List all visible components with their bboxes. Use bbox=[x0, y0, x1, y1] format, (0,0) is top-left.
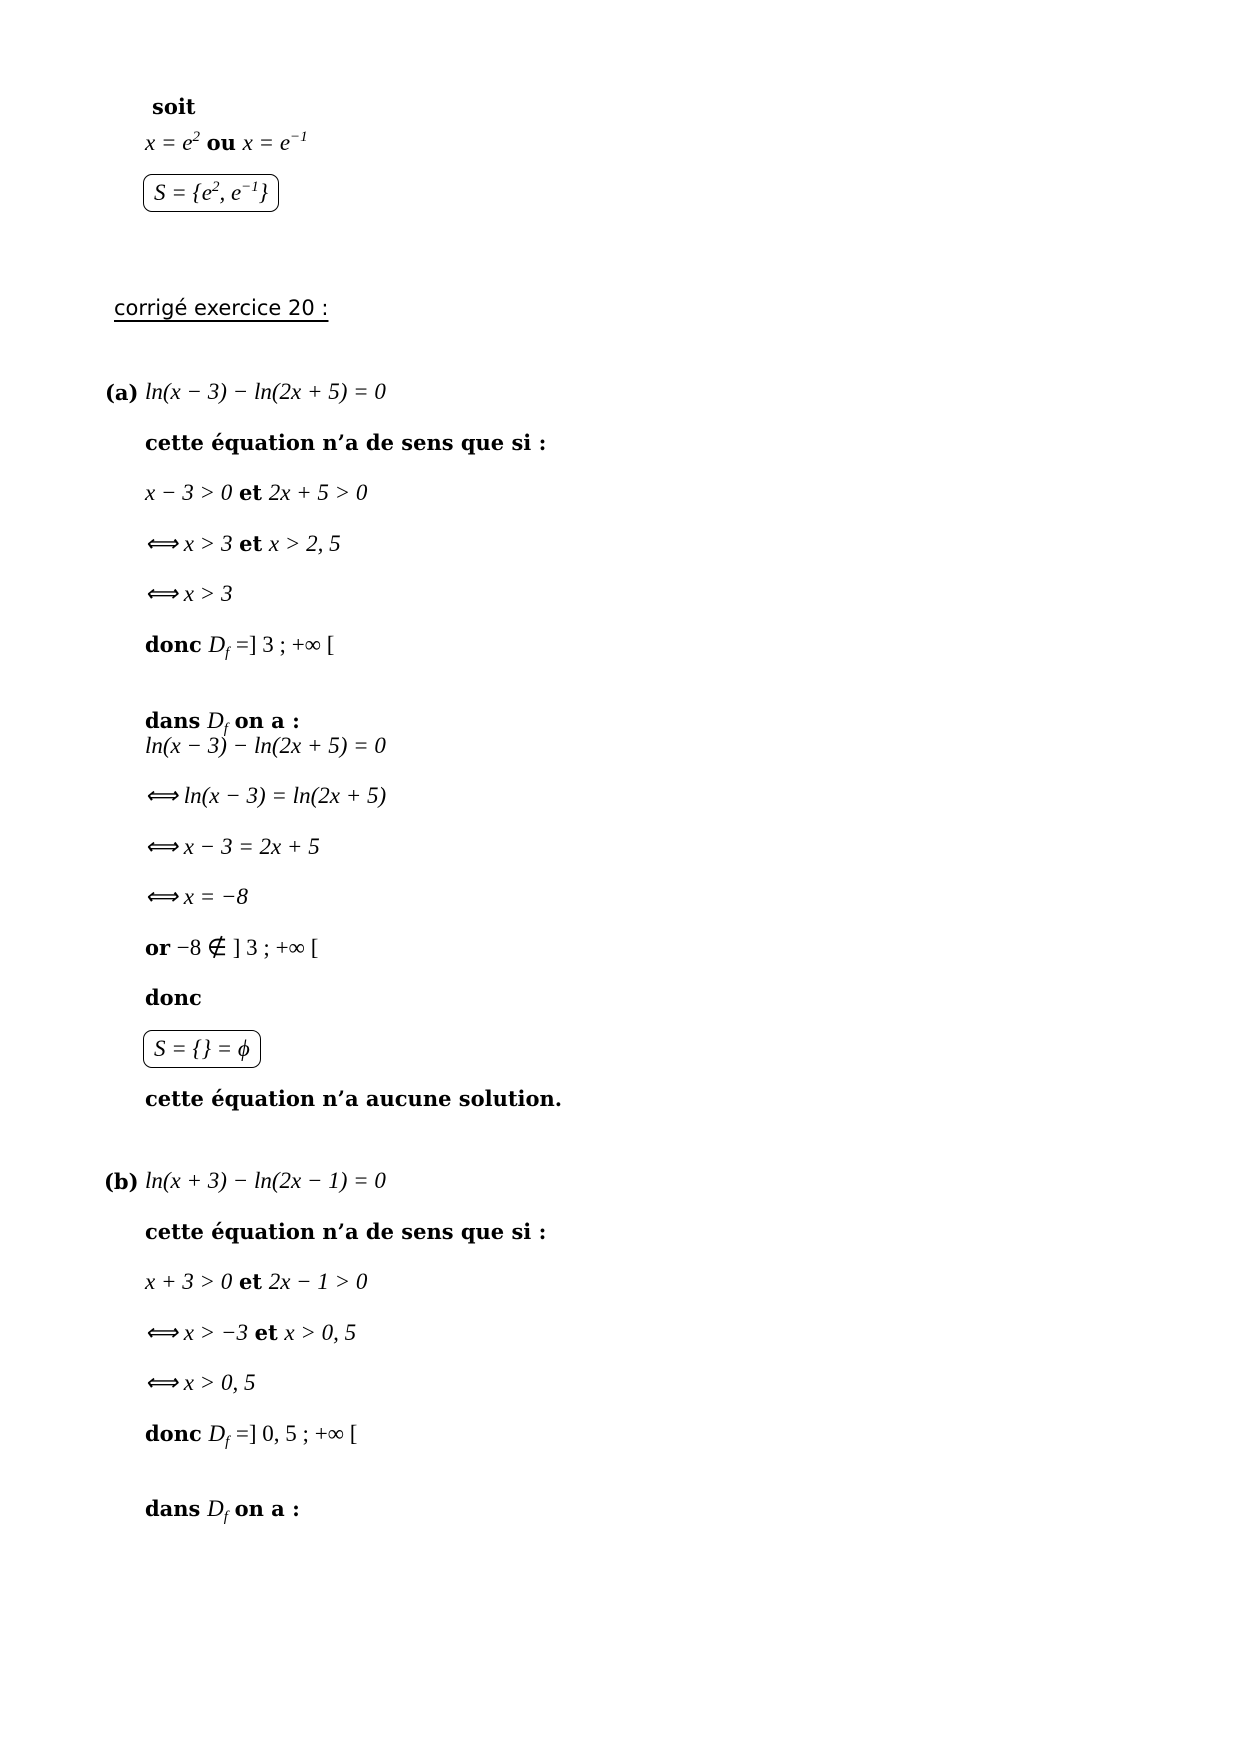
part-a-domain-intro: cette équation n’a de sens que si : bbox=[145, 430, 547, 455]
part-b-label: (b) bbox=[104, 1169, 139, 1194]
part-a-label: (a) bbox=[105, 380, 139, 405]
part-a-step-1: ln(x − 3) − ln(2x + 5) = 0 bbox=[145, 733, 386, 758]
part-b-domain-intro: cette équation n’a de sens que si : bbox=[145, 1219, 547, 1244]
solutions-line bbox=[145, 130, 308, 156]
part-a-step-3: ⟺ x − 3 = 2x + 5 bbox=[145, 834, 320, 859]
exercise-heading: corrigé exercice 20 : bbox=[114, 296, 329, 320]
part-b-equation: ln(x + 3) − ln(2x − 1) = 0 bbox=[145, 1168, 386, 1193]
part-a-condition-1: x − 3 > 0 et 2x + 5 > 0 bbox=[145, 480, 368, 505]
part-a-donc: donc bbox=[145, 985, 202, 1010]
part-a-not-in-domain: or −8 ∉ ] 3 ; +∞ [ bbox=[145, 935, 319, 960]
part-b-domain: donc $D_f$ =] 0, 5 ; +∞ [ bbox=[145, 1421, 358, 1450]
part-a-domain: donc $D_f$ =] 3 ; +∞ [ bbox=[145, 632, 335, 661]
ou-text: ou bbox=[206, 130, 236, 155]
part-b-in-domain: dans $D_f$ on a : bbox=[145, 1496, 300, 1525]
part-a-equation: ln(x − 3) − ln(2x + 5) = 0 bbox=[145, 379, 386, 404]
solution-x1: $x = e^2$ bbox=[145, 129, 200, 155]
part-a-conclusion: cette équation n’a aucune solution. bbox=[145, 1086, 563, 1111]
part-a-boxed-solution: S = {} = ϕ bbox=[143, 1030, 261, 1068]
boxed-solution-set-top: $S = \{e^2$, $e^{-1}$} bbox=[143, 174, 279, 212]
soit-text: soit bbox=[152, 94, 196, 119]
part-a-step-4: ⟺ x = −8 bbox=[145, 884, 248, 909]
part-b-condition-3: ⟺ x > 0, 5 bbox=[145, 1370, 256, 1395]
solution-x2: $x = e^{-1}$ bbox=[242, 129, 308, 155]
part-a-in-domain: dans $D_f$ on a : bbox=[145, 708, 300, 737]
part-b-condition-2: ⟺ x > −3 et x > 0, 5 bbox=[145, 1320, 357, 1345]
part-b-condition-1: x + 3 > 0 et 2x − 1 > 0 bbox=[145, 1269, 368, 1294]
part-a-condition-2: ⟺ x > 3 et x > 2, 5 bbox=[145, 531, 341, 556]
part-a-condition-3: ⟺ x > 3 bbox=[145, 581, 233, 606]
part-a-step-2: ⟺ ln(x − 3) = ln(2x + 5) bbox=[145, 783, 387, 808]
